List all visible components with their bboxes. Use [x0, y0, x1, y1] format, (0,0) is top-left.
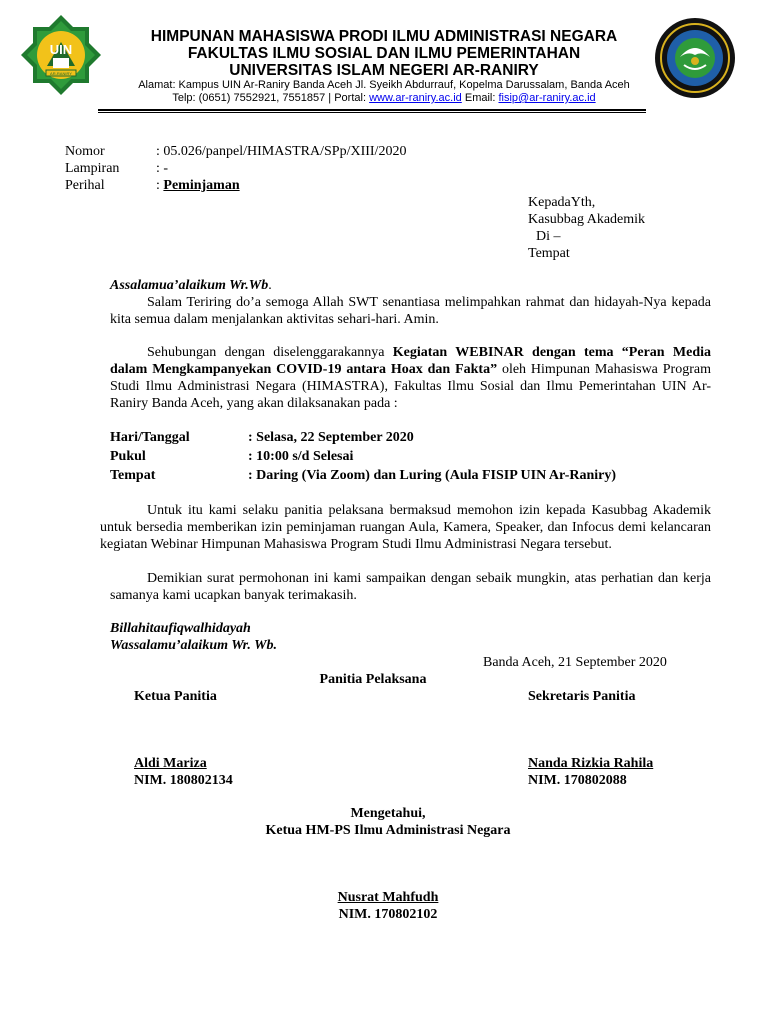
recipient-line3: Di –: [536, 229, 561, 244]
chair-title: Ketua Panitia: [134, 689, 217, 704]
recipient-line4: Tempat: [528, 246, 570, 261]
email-link[interactable]: fisip@ar-raniry.ac.id: [498, 92, 596, 104]
event-theme: Kegiatan WEBINAR dengan tema “Peran Media dalam Mengkampanyekan COVID-19 antara Hoax dan Fakta”: [110, 345, 711, 377]
lampiran-label: Lampiran: [65, 161, 120, 176]
paragraph-closing: Demikian surat permohonan ini kami sampaikan dengan sebaik mungkin, atas perhatian dan kerja samanya kami ucapkan banyak terimakasih.: [110, 571, 711, 603]
header-divider: [98, 109, 646, 111]
head-title: Ketua HM-PS Ilmu Administrasi Negara: [265, 823, 511, 838]
letter-date: Banda Aceh, 21 September 2020: [483, 655, 667, 670]
secretary-name: Nanda Rizkia Rahila: [528, 756, 654, 771]
head-name: Nusrat Mahfudh: [337, 890, 439, 905]
email-label: Email:: [461, 92, 499, 104]
head-name-wrap: [188, 889, 588, 906]
portal-link[interactable]: www.ar-raniry.ac.id: [369, 92, 462, 104]
event-lead: Sehubungan dengan diselenggarakannya: [147, 345, 393, 360]
event-detail: oleh Himpunan Mahasiswa Program Studi Ilmu Administrasi Negara (HIMASTRA), Fakultas Ilmu Sosial dan Ilmu Pemerintahan UIN Ar-Raniry Banda Aceh, yang akan dilaksanakan pada :: [110, 362, 711, 411]
head-nim: NIM. 170802102: [338, 907, 438, 922]
chair-name: Aldi Mariza: [134, 756, 207, 771]
committee-title: Panitia Pelaksana: [319, 672, 427, 687]
chair-nim: NIM. 180802134: [134, 773, 233, 788]
header-contact: [0, 92, 768, 105]
header-university: UNIVERSITAS ISLAM NEGERI AR-RANIRY: [229, 62, 539, 79]
nomor-value: : 05.026/panpel/HIMASTRA/SPp/XIII/2020: [156, 144, 407, 159]
perihal-subject: Peminjaman: [163, 178, 240, 193]
perihal-label: Perihal: [65, 178, 105, 193]
greeting: [110, 277, 272, 294]
perihal-colon: :: [156, 178, 164, 193]
schedule-value-place: : Daring (Via Zoom) dan Luring (Aula FISIP UIN Ar-Raniry): [248, 468, 617, 483]
schedule-value-time: : 10:00 s/d Selesai: [248, 449, 354, 464]
svg-text:AR-RANIRY: AR-RANIRY: [50, 71, 72, 76]
lampiran-value: : -: [156, 161, 169, 176]
schedule-value-date: : Selasa, 22 September 2020: [248, 430, 414, 445]
schedule-label-time: Pukul: [110, 449, 146, 464]
paragraph-request: Untuk itu kami selaku panitia pelaksana bermaksud memohon izin kepada Kasubbag Akademik untuk bersedia memberikan izin peminjaman ruangan Aula, Kamera, Speaker, dan Infocus demi kelancaran kegiatan Webinar Himpunan Mahasiswa Program Studi Ilmu Administrasi Negara tersebut.: [100, 503, 711, 552]
secretary-title: Sekretaris Panitia: [528, 689, 636, 704]
header-faculty: FAKULTAS ILMU SOSIAL DAN ILMU PEMERINTAHAN: [187, 45, 581, 62]
greeting-text: Assalamua’alaikum Wr.Wb: [110, 278, 269, 293]
paragraph-intro: Salam Teriring do’a semoga Allah SWT senantiasa melimpahkan rahmat dan hidayah-Nya kepada kita semua dalam menjalankan aktivitas sehari-hari. Amin.: [110, 295, 711, 327]
nomor-label: Nomor: [65, 144, 105, 159]
header-address: Alamat: Kampus UIN Ar-Raniry Banda Aceh Jl. Syeikh Abdurrauf, Kopelma Darussalam, Banda Aceh: [138, 79, 630, 91]
recipient-line2: Kasubbag Akademik: [528, 212, 646, 227]
paragraph-event: [110, 344, 711, 412]
header-org: HIMPUNAN MAHASISWA PRODI ILMU ADMINISTRASI NEGARA: [150, 28, 618, 45]
secretary-nim: NIM. 170802088: [528, 773, 627, 788]
schedule-label-place: Tempat: [110, 468, 156, 483]
perihal-value: [156, 177, 240, 194]
greeting-dot: .: [268, 278, 272, 293]
schedule-label-date: Hari/Tanggal: [110, 430, 190, 445]
closing-salam: Wassalamu’alaikum Wr. Wb.: [110, 638, 278, 653]
header-divider-thin: [98, 112, 646, 113]
acknowledge-label: Mengetahui,: [350, 806, 426, 821]
closing-prayer: Billahitaufiqwalhidayah: [110, 621, 251, 636]
svg-text:UIN: UIN: [49, 42, 73, 57]
recipient-line1: KepadaYth,: [528, 195, 596, 210]
contact-phone: Telp: (0651) 7552921, 7551857 | Portal:: [172, 92, 370, 104]
